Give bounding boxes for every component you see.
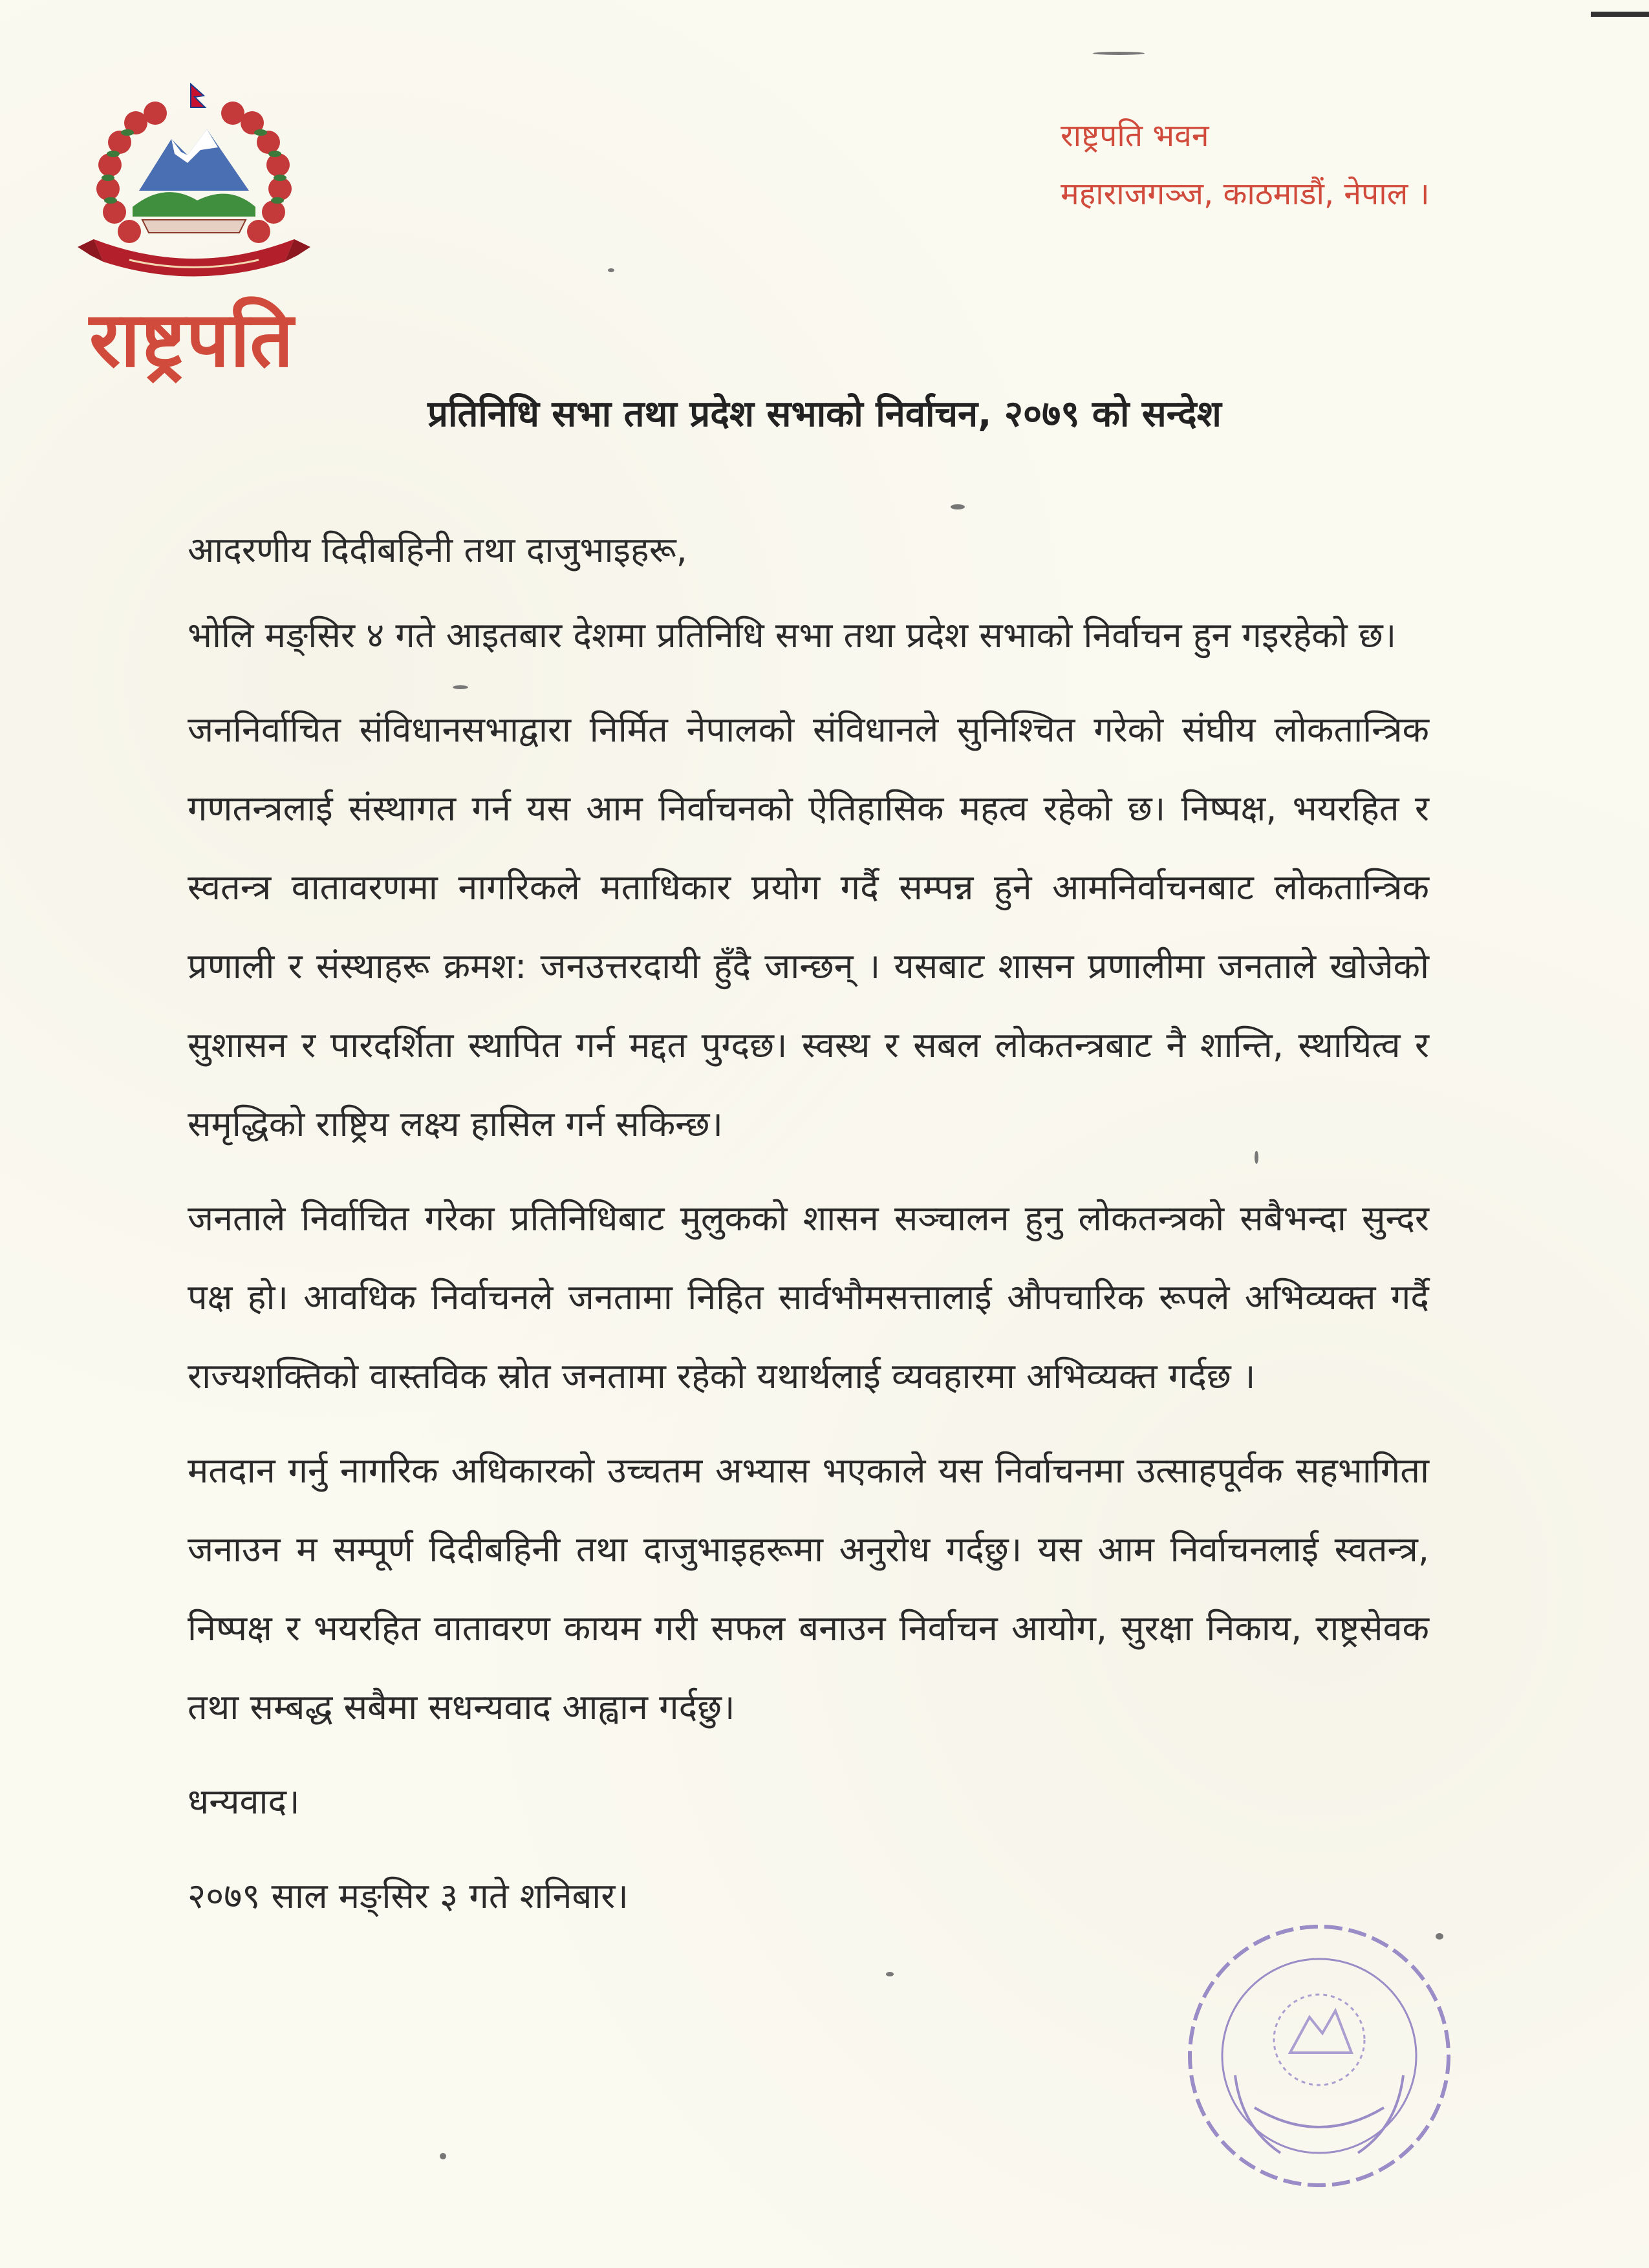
paragraph-4: मतदान गर्नु नागरिक अधिकारको उच्चतम अभ्यास भएकाले यस निर्वाचनमा उत्साहपूर्वक सहभागिता जनाउन म सम्पूर्ण दिदीबहिनी तथा दाजुभाइहरूमा अनुरोध गर्दछु। यस आम निर्वाचनलाई स्वतन्त्र, निष्पक्ष र भयरहित वातावरण कायम गरी सफल बनाउन निर्वाचन आयोग, सुरक्षा निकाय, राष्ट्रसेवक तथा सम्बद्ध सबैमा सधन्यवाद आह्वान गर्दछु। — [188, 1450, 1429, 1728]
paper-speck — [608, 268, 614, 272]
paragraph-3: जनताले निर्वाचित गरेका प्रतिनिधिबाट मुलुकको शासन सञ्चालन हुनु लोकतन्त्रको सबैभन्दा सुन्दर पक्ष हो। आवधिक निर्वाचनले जनतामा निहित सार्वभौमसत्तालाई औपचारिक रूपले अभिव्यक्त गर्दै राज्यशक्तिको वास्तविक स्रोत जनतामा रहेको यथार्थलाई व्यवहारमा अभिव्यक्त गर्दछ । — [188, 1198, 1429, 1396]
address-line-1: राष्ट्रपति भवन — [1061, 118, 1209, 154]
scan-edge-mark — [1591, 12, 1649, 17]
paper-speck — [951, 504, 965, 509]
official-seal-icon — [1177, 1914, 1461, 2198]
closing-thanks: धन्यवाद। — [188, 1781, 300, 1822]
office-wordmark: राष्ट्रपति — [89, 295, 294, 384]
date-line: २०७९ साल मङ्सिर ३ गते शनिबार। — [188, 1876, 629, 1916]
page-title: प्रतिनिधि सभा तथा प्रदेश सभाको निर्वाचन, २०७९ को सन्देश — [427, 393, 1222, 435]
paragraph-1: भोलि मङ्सिर ४ गते आइतबार देशमा प्रतिनिधि सभा तथा प्रदेश सभाको निर्वाचन हुन गइरहेको छ। — [188, 615, 1397, 656]
paper-speck — [886, 1972, 894, 1976]
paper-speck — [1093, 52, 1145, 55]
nepal-emblem-icon — [68, 78, 320, 284]
address-line-2: महाराजगञ्ज, काठमाडौं, नेपाल । — [1061, 176, 1430, 212]
salutation: आदरणीय दिदीबहिनी तथा दाजुभाइहरू, — [188, 530, 687, 570]
paragraph-2: जननिर्वाचित संविधानसभाद्वारा निर्मित नेपालको संविधानले सुनिश्चित गरेको संघीय लोकतान्त्रिक गणतन्त्रलाई संस्थागत गर्न यस आम निर्वाचनको ऐतिहासिक महत्व रहेको छ। निष्पक्ष, भयरहित र स्वतन्त्र वातावरणमा नागरिकले मताधिकार प्रयोग गर्दै सम्पन्न हुने आमनिर्वाचनबाट लोकतान्त्रिक प्रणाली र संस्थाहरू क्रमश: जनउत्तरदायी हुँदै जान्छन् । यसबाट शासन प्रणालीमा जनताले खोजेको सुशासन र पारदर्शिता स्थापित गर्न मद्दत पुग्दछ। स्वस्थ र सबल लोकतन्त्रबाट नै शान्ति, स्थायित्व र समृद्धिको राष्ट्रिय लक्ष्य हासिल गर्न सकिन्छ। — [188, 709, 1429, 1144]
letter-body — [188, 511, 1429, 1951]
address-block — [1061, 107, 1430, 223]
paper-speck — [440, 2153, 446, 2159]
